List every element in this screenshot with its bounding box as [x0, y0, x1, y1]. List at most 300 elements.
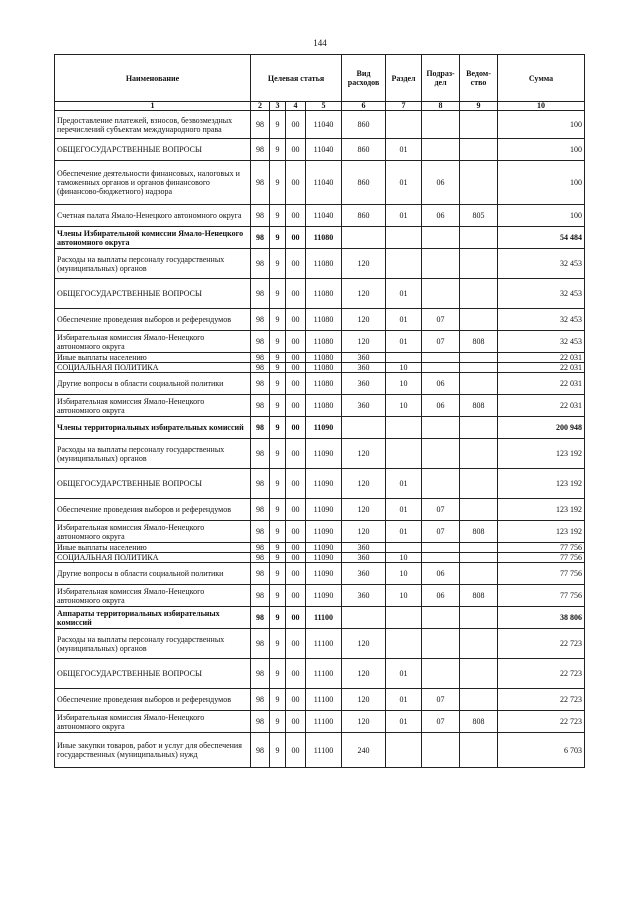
row-program: 98 [251, 499, 270, 521]
row-subprogram: 9 [270, 629, 286, 659]
row-direction: 00 [286, 331, 306, 353]
row-name: Избирательная комиссия Ямало-Ненецкого автономного округа [55, 711, 251, 733]
row-name: Избирательная комиссия Ямало-Ненецкого автономного округа [55, 521, 251, 543]
budget-table [54, 54, 585, 768]
row-subsection [422, 249, 460, 279]
header-section: Раздел [386, 55, 422, 102]
row-department: 808 [460, 395, 498, 417]
row-department [460, 659, 498, 689]
row-subsection [422, 543, 460, 553]
row-name: Члены территориальных избирательных комиссий [55, 417, 251, 439]
row-subsection: 06 [422, 395, 460, 417]
row-expense-type: 120 [342, 521, 386, 543]
table-row [55, 439, 585, 469]
row-sum: 6 703 [498, 733, 585, 768]
row-sum: 77 756 [498, 553, 585, 563]
row-expense-type: 120 [342, 659, 386, 689]
row-subsection: 07 [422, 711, 460, 733]
row-subsection [422, 733, 460, 768]
row-department [460, 309, 498, 331]
row-program: 98 [251, 733, 270, 768]
row-name: Иные закупки товаров, работ и услуг для обеспечения государственных (муниципальных) нужд [55, 733, 251, 768]
row-section [386, 353, 422, 363]
row-program: 98 [251, 363, 270, 373]
col-number: 9 [460, 102, 498, 111]
row-code: 11100 [306, 629, 342, 659]
row-name: ОБЩЕГОСУДАРСТВЕННЫЕ ВОПРОСЫ [55, 139, 251, 161]
row-expense-type: 360 [342, 543, 386, 553]
row-department [460, 111, 498, 139]
row-expense-type: 120 [342, 331, 386, 353]
row-sum: 22 723 [498, 659, 585, 689]
row-subprogram: 9 [270, 607, 286, 629]
row-direction: 00 [286, 563, 306, 585]
table-row [55, 585, 585, 607]
row-section: 01 [386, 205, 422, 227]
row-sum: 200 948 [498, 417, 585, 439]
row-name: Другие вопросы в области социальной политики [55, 373, 251, 395]
row-code: 11080 [306, 331, 342, 353]
row-direction: 00 [286, 363, 306, 373]
row-subprogram: 9 [270, 543, 286, 553]
row-expense-type: 360 [342, 353, 386, 363]
table-row [55, 279, 585, 309]
row-subprogram: 9 [270, 469, 286, 499]
row-name: Обеспечение проведения выборов и референдумов [55, 309, 251, 331]
row-expense-type [342, 417, 386, 439]
row-section: 01 [386, 499, 422, 521]
table-row [55, 563, 585, 585]
row-department: 808 [460, 711, 498, 733]
row-name: ОБЩЕГОСУДАРСТВЕННЫЕ ВОПРОСЫ [55, 279, 251, 309]
col-number: 5 [306, 102, 342, 111]
row-code: 11090 [306, 553, 342, 563]
row-direction: 00 [286, 417, 306, 439]
row-name: Другие вопросы в области социальной политики [55, 563, 251, 585]
row-sum: 22 031 [498, 373, 585, 395]
row-program: 98 [251, 469, 270, 499]
col-number: 7 [386, 102, 422, 111]
row-subprogram: 9 [270, 521, 286, 543]
row-section: 01 [386, 469, 422, 499]
row-expense-type [342, 227, 386, 249]
header-target-article: Целевая статья [251, 55, 342, 102]
row-code: 11080 [306, 373, 342, 395]
row-subprogram: 9 [270, 205, 286, 227]
row-subprogram: 9 [270, 353, 286, 363]
row-expense-type: 360 [342, 373, 386, 395]
row-name: Предоставление платежей, взносов, безвозмездных перечислений субъектам международного права [55, 111, 251, 139]
row-section [386, 439, 422, 469]
col-number: 4 [286, 102, 306, 111]
row-department [460, 629, 498, 659]
row-subprogram: 9 [270, 417, 286, 439]
row-department [460, 543, 498, 553]
row-subprogram: 9 [270, 499, 286, 521]
row-section: 10 [386, 563, 422, 585]
row-expense-type: 360 [342, 363, 386, 373]
row-subprogram: 9 [270, 585, 286, 607]
row-section [386, 629, 422, 659]
row-direction: 00 [286, 499, 306, 521]
row-subsection [422, 279, 460, 309]
row-subsection [422, 469, 460, 499]
row-department [460, 553, 498, 563]
table-row [55, 395, 585, 417]
row-name: Аппараты территориальных избирательных комиссий [55, 607, 251, 629]
row-department [460, 417, 498, 439]
row-direction: 00 [286, 395, 306, 417]
row-program: 98 [251, 439, 270, 469]
row-sum: 123 192 [498, 499, 585, 521]
row-subsection: 07 [422, 521, 460, 543]
row-subsection: 06 [422, 205, 460, 227]
row-subsection: 07 [422, 689, 460, 711]
row-code: 11040 [306, 111, 342, 139]
row-expense-type: 120 [342, 469, 386, 499]
row-sum: 22 031 [498, 353, 585, 363]
row-subsection [422, 353, 460, 363]
row-department [460, 563, 498, 585]
row-direction: 00 [286, 439, 306, 469]
row-department [460, 733, 498, 768]
row-subprogram: 9 [270, 689, 286, 711]
row-department: 805 [460, 205, 498, 227]
row-code: 11080 [306, 279, 342, 309]
row-direction: 00 [286, 309, 306, 331]
row-subprogram: 9 [270, 363, 286, 373]
row-sum: 22 723 [498, 629, 585, 659]
row-subprogram: 9 [270, 659, 286, 689]
row-expense-type [342, 607, 386, 629]
row-subsection: 07 [422, 499, 460, 521]
col-number: 6 [342, 102, 386, 111]
table-row [55, 111, 585, 139]
row-subprogram: 9 [270, 227, 286, 249]
row-expense-type: 360 [342, 553, 386, 563]
col-number: 1 [55, 102, 251, 111]
row-section [386, 249, 422, 279]
table-row [55, 331, 585, 353]
table-row [55, 249, 585, 279]
row-subprogram: 9 [270, 279, 286, 309]
row-direction: 00 [286, 711, 306, 733]
row-expense-type: 120 [342, 689, 386, 711]
header-subsection: Подраз-дел [422, 55, 460, 102]
row-program: 98 [251, 249, 270, 279]
row-subsection [422, 439, 460, 469]
row-program: 98 [251, 521, 270, 543]
row-subsection [422, 227, 460, 249]
row-direction: 00 [286, 373, 306, 395]
row-department [460, 469, 498, 499]
row-department [460, 499, 498, 521]
row-code: 11090 [306, 521, 342, 543]
row-code: 11080 [306, 309, 342, 331]
row-name: Иные выплаты населению [55, 353, 251, 363]
table-row [55, 417, 585, 439]
header-sum: Сумма [498, 55, 585, 102]
row-subprogram: 9 [270, 161, 286, 205]
row-sum: 22 031 [498, 363, 585, 373]
row-code: 11100 [306, 607, 342, 629]
row-subsection [422, 111, 460, 139]
row-sum: 22 723 [498, 689, 585, 711]
row-program: 98 [251, 353, 270, 363]
row-section: 10 [386, 585, 422, 607]
row-program: 98 [251, 543, 270, 553]
header-name: Наименование [55, 55, 251, 102]
table-row [55, 469, 585, 499]
row-expense-type: 860 [342, 139, 386, 161]
row-name: СОЦИАЛЬНАЯ ПОЛИТИКА [55, 553, 251, 563]
row-subprogram: 9 [270, 249, 286, 279]
row-section: 01 [386, 659, 422, 689]
row-subsection [422, 629, 460, 659]
row-program: 98 [251, 585, 270, 607]
row-code: 11040 [306, 161, 342, 205]
row-subprogram: 9 [270, 309, 286, 331]
row-section: 01 [386, 689, 422, 711]
row-direction: 00 [286, 353, 306, 363]
row-expense-type: 860 [342, 161, 386, 205]
row-department [460, 249, 498, 279]
row-name: Обеспечение деятельности финансовых, налоговых и таможенных органов и органов финансового (финансово-бюджетного) надзора [55, 161, 251, 205]
table-row [55, 733, 585, 768]
row-sum: 123 192 [498, 521, 585, 543]
row-sum: 100 [498, 139, 585, 161]
row-department [460, 161, 498, 205]
row-sum: 77 756 [498, 543, 585, 553]
row-program: 98 [251, 563, 270, 585]
row-section: 01 [386, 331, 422, 353]
row-section [386, 111, 422, 139]
row-direction: 00 [286, 469, 306, 499]
row-code: 11040 [306, 139, 342, 161]
row-sum: 123 192 [498, 469, 585, 499]
row-subprogram: 9 [270, 395, 286, 417]
table-row [55, 205, 585, 227]
table-row [55, 309, 585, 331]
table-row [55, 659, 585, 689]
row-direction: 00 [286, 111, 306, 139]
table-row [55, 689, 585, 711]
row-direction: 00 [286, 629, 306, 659]
row-program: 98 [251, 111, 270, 139]
row-sum: 22 723 [498, 711, 585, 733]
row-department [460, 689, 498, 711]
row-expense-type: 120 [342, 439, 386, 469]
row-name: Счетная палата Ямало-Ненецкого автономного округа [55, 205, 251, 227]
row-name: Обеспечение проведения выборов и референдумов [55, 689, 251, 711]
row-department [460, 279, 498, 309]
row-subsection: 06 [422, 373, 460, 395]
row-code: 11090 [306, 563, 342, 585]
row-section: 01 [386, 309, 422, 331]
row-direction: 00 [286, 249, 306, 279]
row-program: 98 [251, 629, 270, 659]
row-expense-type: 120 [342, 711, 386, 733]
row-expense-type: 120 [342, 629, 386, 659]
row-code: 11100 [306, 711, 342, 733]
row-code: 11080 [306, 353, 342, 363]
row-code: 11090 [306, 439, 342, 469]
column-number-row [55, 102, 585, 111]
page-number: 144 [313, 38, 327, 48]
table-row [55, 499, 585, 521]
table-row [55, 363, 585, 373]
row-program: 98 [251, 227, 270, 249]
row-sum: 100 [498, 161, 585, 205]
row-program: 98 [251, 417, 270, 439]
table-row [55, 553, 585, 563]
row-section: 10 [386, 363, 422, 373]
table-row [55, 373, 585, 395]
row-subsection: 07 [422, 309, 460, 331]
row-section: 01 [386, 161, 422, 205]
row-sum: 77 756 [498, 585, 585, 607]
row-code: 11090 [306, 417, 342, 439]
row-section: 10 [386, 553, 422, 563]
row-expense-type: 360 [342, 563, 386, 585]
table-row [55, 353, 585, 363]
row-subsection: 06 [422, 563, 460, 585]
row-code: 11090 [306, 585, 342, 607]
row-code: 11080 [306, 227, 342, 249]
row-sum: 100 [498, 205, 585, 227]
row-name: ОБЩЕГОСУДАРСТВЕННЫЕ ВОПРОСЫ [55, 659, 251, 689]
row-program: 98 [251, 161, 270, 205]
row-department [460, 363, 498, 373]
table-row [55, 711, 585, 733]
row-expense-type: 120 [342, 499, 386, 521]
row-expense-type: 360 [342, 585, 386, 607]
row-program: 98 [251, 689, 270, 711]
table-row [55, 139, 585, 161]
row-code: 11100 [306, 659, 342, 689]
row-code: 11040 [306, 205, 342, 227]
row-direction: 00 [286, 279, 306, 309]
row-name: Иные выплаты населению [55, 543, 251, 553]
row-subsection [422, 417, 460, 439]
row-direction: 00 [286, 205, 306, 227]
table-row [55, 521, 585, 543]
row-name: Расходы на выплаты персоналу государственных (муниципальных) органов [55, 439, 251, 469]
row-department [460, 139, 498, 161]
row-expense-type: 240 [342, 733, 386, 768]
row-section [386, 417, 422, 439]
row-section: 01 [386, 521, 422, 543]
row-name: Избирательная комиссия Ямало-Ненецкого автономного округа [55, 331, 251, 353]
row-subsection [422, 553, 460, 563]
row-department [460, 607, 498, 629]
table-row [55, 227, 585, 249]
header-department: Ведом-ство [460, 55, 498, 102]
row-subsection: 06 [422, 585, 460, 607]
row-direction: 00 [286, 543, 306, 553]
table-row [55, 629, 585, 659]
row-program: 98 [251, 373, 270, 395]
row-sum: 38 806 [498, 607, 585, 629]
row-department [460, 353, 498, 363]
row-department [460, 227, 498, 249]
row-section [386, 733, 422, 768]
table-row [55, 543, 585, 553]
row-department: 808 [460, 331, 498, 353]
row-sum: 32 453 [498, 249, 585, 279]
row-sum: 32 453 [498, 279, 585, 309]
row-subprogram: 9 [270, 373, 286, 395]
row-sum: 77 756 [498, 563, 585, 585]
row-direction: 00 [286, 521, 306, 543]
row-subprogram: 9 [270, 711, 286, 733]
row-subprogram: 9 [270, 331, 286, 353]
row-section: 10 [386, 395, 422, 417]
row-code: 11080 [306, 249, 342, 279]
row-subsection: 06 [422, 161, 460, 205]
row-section: 10 [386, 373, 422, 395]
row-direction: 00 [286, 585, 306, 607]
row-department: 808 [460, 585, 498, 607]
row-section [386, 543, 422, 553]
row-program: 98 [251, 659, 270, 689]
row-subprogram: 9 [270, 111, 286, 139]
row-direction: 00 [286, 689, 306, 711]
row-code: 11090 [306, 499, 342, 521]
row-program: 98 [251, 553, 270, 563]
row-direction: 00 [286, 733, 306, 768]
row-name: Расходы на выплаты персоналу государственных (муниципальных) органов [55, 629, 251, 659]
row-sum: 54 484 [498, 227, 585, 249]
row-name: ОБЩЕГОСУДАРСТВЕННЫЕ ВОПРОСЫ [55, 469, 251, 499]
row-sum: 123 192 [498, 439, 585, 469]
row-subsection: 07 [422, 331, 460, 353]
row-sum: 22 031 [498, 395, 585, 417]
row-direction: 00 [286, 607, 306, 629]
row-program: 98 [251, 205, 270, 227]
row-sum: 32 453 [498, 331, 585, 353]
row-code: 11100 [306, 733, 342, 768]
row-code: 11090 [306, 543, 342, 553]
row-code: 11090 [306, 469, 342, 499]
row-name: СОЦИАЛЬНАЯ ПОЛИТИКА [55, 363, 251, 373]
row-code: 11100 [306, 689, 342, 711]
row-direction: 00 [286, 553, 306, 563]
row-section: 01 [386, 711, 422, 733]
row-direction: 00 [286, 161, 306, 205]
row-program: 98 [251, 395, 270, 417]
row-name: Избирательная комиссия Ямало-Ненецкого автономного округа [55, 585, 251, 607]
row-subprogram: 9 [270, 733, 286, 768]
row-program: 98 [251, 331, 270, 353]
row-expense-type: 120 [342, 249, 386, 279]
row-department [460, 373, 498, 395]
table-header-row [55, 55, 585, 102]
row-section: 01 [386, 139, 422, 161]
row-code: 11080 [306, 363, 342, 373]
row-program: 98 [251, 711, 270, 733]
row-subprogram: 9 [270, 563, 286, 585]
row-subprogram: 9 [270, 139, 286, 161]
row-sum: 100 [498, 111, 585, 139]
row-direction: 00 [286, 139, 306, 161]
row-direction: 00 [286, 659, 306, 689]
row-subprogram: 9 [270, 553, 286, 563]
row-subprogram: 9 [270, 439, 286, 469]
row-subsection [422, 363, 460, 373]
row-name: Избирательная комиссия Ямало-Ненецкого автономного округа [55, 395, 251, 417]
row-expense-type: 860 [342, 111, 386, 139]
